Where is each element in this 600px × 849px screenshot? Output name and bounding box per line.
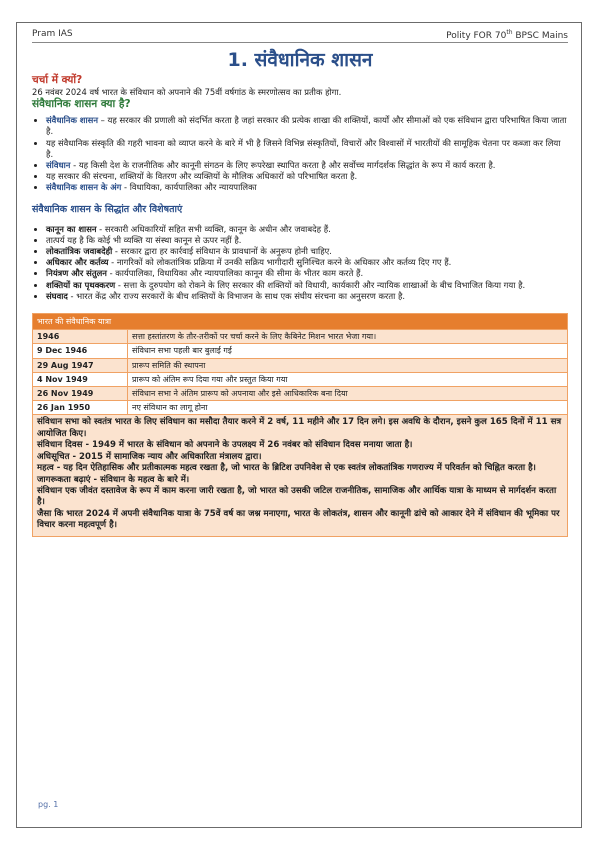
note-paragraph: जागरूकता बढ़ाएं - संविधान के महत्व के बारे में। [37,474,190,485]
timeline-date: 9 Dec 1946 [33,344,128,358]
table-row [33,372,568,386]
list-item [46,160,568,171]
main-content [32,74,568,537]
timeline-date: 26 Nov 1949 [33,387,128,401]
table-row [33,401,568,415]
why-news-heading: चर्चा में क्यों? [32,74,83,86]
header-subject-sup: th [506,29,513,36]
table-row [33,330,568,344]
principles-list [32,224,568,302]
note-paragraph: संविधान सभा को स्वतंत्र भारत के लिए संविधान का मसौदा तैयार करने में 2 वर्ष, 11 महीने और 17 दिन लगे। इस अवधि के दौरान, इसने कुल 165 दिनों में 11 सत्र आयोजित किए। [37,417,562,439]
note-paragraph: महत्व - यह दिन ऐतिहासिक और प्रतीकात्मक महत्व रखता है, जो भारत के ब्रिटिश उपनिवेश से एक स्वतंत्र लोकतांत्रिक गणराज्य में परिवर्तन को चिह्नित करता है। [37,463,536,474]
timeline-event: प्रारूप को अंतिम रूप दिया गया और प्रस्तुत किया गया [128,372,568,386]
list-item [46,246,568,257]
list-item [46,182,568,193]
list-item-term: लोकतांत्रिक जवाबदेही [46,246,113,257]
table-row [33,344,568,358]
list-item [46,235,568,246]
timeline-date: 29 Aug 1947 [33,358,128,372]
list-item-text: - नागरिकों को लोकतांत्रिक प्रक्रिया में उनकी सक्रिय भागीदारी सुनिश्चित करने के अधिकार और कर्तव्य दिए गए हैं. [108,257,452,268]
list-item-text: - भारत केंद्र और राज्य सरकारों के बीच शक्तियों के विभाजन के साथ एक संघीय संरचना का अनुसरण करता है. [67,290,406,301]
list-item-text: - सरकारी अधिकारियों सहित सभी व्यक्ति, कानून के अधीन और जवाबदेह हैं. [96,223,331,234]
timeline-event: संविधान सभा पहली बार बुलाई गई [128,344,568,358]
list-item-text: यह सरकार की संरचना, शक्तियों के वितरण और व्यक्तियों के मौलिक अधिकारों को परिभाषित करता है. [46,171,358,182]
what-is-list [32,115,568,193]
page-title: 1. संवैधानिक शासन [227,49,373,71]
list-item-text: - यह किसी देश के राजनीतिक और कानूनी संगठन के लिए रूपरेखा स्थापित करता है और सर्वोच्च मार्गदर्शक सिद्धांत के रूप में कार्य करता है. [70,160,496,171]
timeline-header-row [33,314,568,330]
list-item [46,115,568,137]
list-item-text: - सत्ता के दुरुपयोग को रोकने के लिए सरकार की शक्तियों को विधायी, कार्यकारी और न्यायिक शाखाओं के बीच विभाजित किया गया है. [115,279,526,290]
header-subject-prefix: Polity FOR 70 [446,31,507,41]
list-item [46,138,568,160]
timeline-notes [32,415,568,536]
table-row [33,358,568,372]
header-subject-suffix: BPSC Mains [512,31,568,41]
list-item-text: - विधायिका, कार्यपालिका और न्यायपालिका [121,182,257,193]
list-item-text: - कार्यपालिका, विधायिका और न्यायपालिका कानून की सीमा के भीतर काम करते हैं. [106,268,364,279]
list-item [46,280,568,291]
list-item-text: यह संवैधानिक संस्कृति की गहरी भावना को व्याप्त करने के बारे में भी है जिसने विभिन्न संस्कृतियों, विचारों और विश्वासों में भारतीयों की सामूहिक चेतना पर कब्जा कर लिया है. [46,137,561,159]
what-is-heading: संवैधानिक शासन क्या है? [32,98,131,111]
why-news-text: 26 नवंबर 2024 वर्ष भारत के संविधान को अपनाने की 75वीं वर्षगांठ के स्मरणोत्सव का प्रतीक होगा. [32,87,342,97]
timeline-event: प्रारूप समिति की स्थापना [128,358,568,372]
list-item-term: अधिकार और कर्तव्य [46,257,109,268]
timeline-heading: भारत की संवैधानिक यात्रा [33,314,568,330]
table-row [33,387,568,401]
list-item-text: - सरकार द्वारा हर कार्रवाई संविधान के प्रावधानों के अनुरूप होनी चाहिए. [112,246,332,257]
header-divider [32,42,568,43]
page-number: pg. 1 [38,800,59,809]
timeline-event: संविधान सभा ने अंतिम प्रारूप को अपनाया और इसे आधिकारिक बना दिया [128,387,568,401]
timeline-table [32,313,568,415]
header-subject [446,29,568,41]
list-item [46,268,568,279]
list-item-text: – यह सरकार की प्रणाली को संदर्भित करता है जहां सरकार की प्रत्येक शाखा की शक्तियों, कार्यों और सीमाओं को एक संविधान द्वारा परिभाषित किया जाता है. [46,115,567,137]
list-item-term: कानून का शासन [46,223,97,234]
timeline-event: नए संविधान का लागू होना [128,401,568,415]
timeline-date: 26 Jan 1950 [33,401,128,415]
note-paragraph: संविधान एक जीवंत दस्तावेज के रूप में काम करना जारी रखता है, जो भारत को उसकी जटिल राजनीतिक, सामाजिक और आर्थिक यात्रा के माध्यम से मार्गदर्शन करता है। [37,485,557,508]
header-brand: Pram IAS [32,29,73,39]
timeline-date: 1946 [33,330,128,344]
list-item [46,224,568,235]
principles-heading: संवैधानिक शासन के सिद्धांत और विशेषताएं [32,203,183,215]
note-paragraph: जैसा कि भारत 2024 में अपनी संवैधानिक यात्रा के 75वें वर्ष का जश्न मनाएगा, भारत के लोकतंत्र, शासन और कानूनी ढांचे को आकार देने में संविधान की भूमिका पर विचार करना महत्वपूर्ण है। [37,508,560,531]
list-item-term: संवैधानिक शासन [46,115,98,126]
note-paragraph: अधिसूचित - 2015 में सामाजिक न्याय और अधिकारिता मंत्रालय द्वारा। [37,451,262,462]
list-item-term: शक्तियों का पृथक्करण [46,279,116,290]
list-item-term: नियंत्रण और संतुलन [46,268,107,279]
timeline-event: सत्ता हस्तांतरण के तौर-तरीकों पर चर्चा करने के लिए कैबिनेट मिशन भारत भेजा गया। [128,330,568,344]
note-paragraph: संविधान दिवस - 1949 में भारत के संविधान को अपनाने के उपलक्ष्य में 26 नवंबर को संविधान दिवस मनाया जाता है। [37,440,413,451]
list-item [46,171,568,182]
list-item-term: संवैधानिक शासन के अंग [46,182,122,193]
list-item [46,257,568,268]
list-item-term: संघवाद [46,290,68,301]
timeline-date: 4 Nov 1949 [33,372,128,386]
list-item-text: तात्पर्य यह है कि कोई भी व्यक्ति या संस्था कानून से ऊपर नहीं है. [46,234,242,245]
list-item-term: संविधान [46,160,71,171]
list-item [46,291,568,302]
